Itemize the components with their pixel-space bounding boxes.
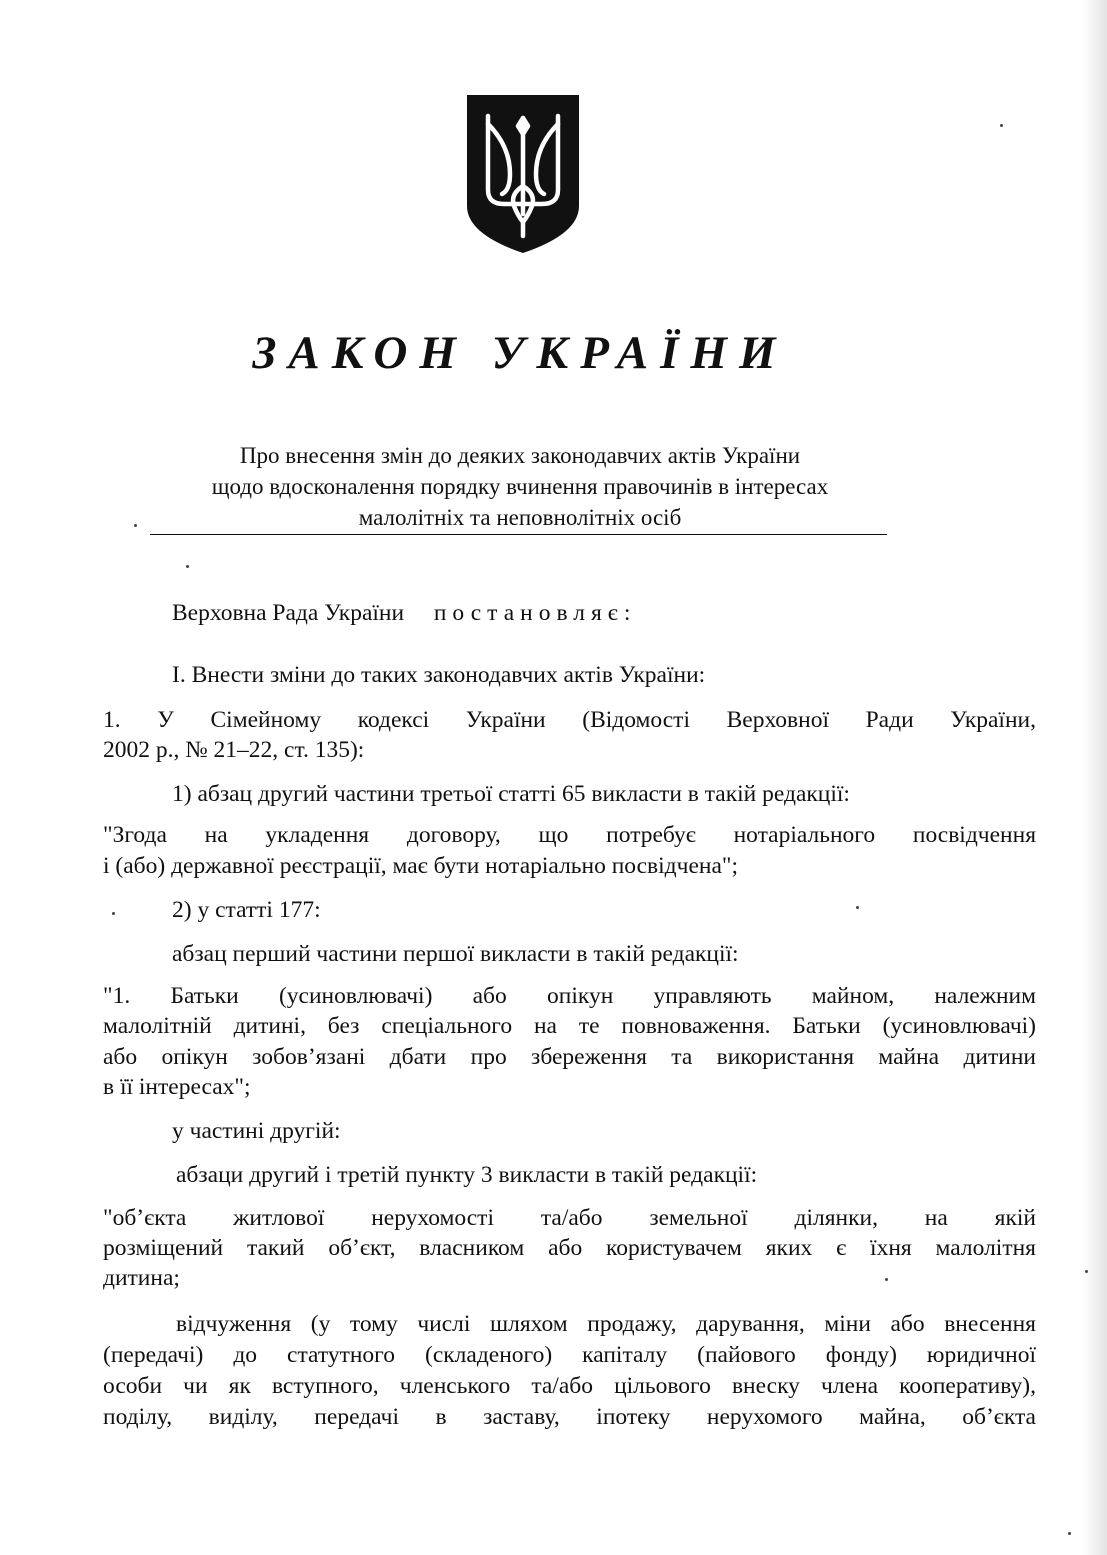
quote-2-line-2: малолітній дитині, без спеціального на те повноваження. Батьки (усиновлювачі)	[103, 1013, 1036, 1039]
decree-body: Верховна Рада України	[172, 600, 405, 626]
subitem-2: 2) у статті 177:	[172, 897, 321, 923]
scan-speck	[1000, 124, 1003, 127]
quote-2-line-3: або опікун зобов’язані дбати про збереження та використання майна дитини	[103, 1044, 1036, 1070]
paragraph-d-line-4: поділу, виділу, передачі в заставу, іпотеку нерухомого майна, об’єкта	[103, 1404, 1036, 1430]
paragraph-c: абзаци другий і третій пункту 3 викласти в такій редакції:	[176, 1162, 758, 1188]
paragraph-b: у частині другій:	[172, 1118, 341, 1144]
quote-1-line-2: і (або) державної реєстрації, має бути нотаріально посвідчена";	[103, 853, 739, 879]
quote-1-line-1: "Згода на укладення договору, що потребує нотаріального посвідчення	[103, 822, 1036, 848]
subtitle-line-3: малолітніх та неповнолітніх осіб	[358, 505, 682, 530]
paragraph-d-line-3: особи чи як вступного, членського та/або цільового внеску члена кооперативу),	[103, 1373, 1036, 1399]
paragraph-a: абзац перший частини першої викласти в такій редакції:	[172, 941, 739, 967]
scan-speck	[856, 906, 859, 909]
quote-3-line-3: дитина;	[103, 1265, 180, 1291]
scan-speck	[885, 1278, 888, 1281]
item-1-line-1: 1. У Сімейному кодексі України (Відомості Верховної Ради України,	[103, 707, 1036, 733]
paragraph-d-line-2: (передачі) до статутного (складеного) капіталу (пайового фонду) юридичної	[103, 1342, 1036, 1368]
scan-speck	[186, 565, 189, 568]
decree-line	[172, 598, 636, 628]
scan-speck	[112, 912, 115, 915]
section-1-heading: І. Внести зміни до таких законодавчих актів України:	[172, 662, 706, 688]
title-underline	[150, 534, 887, 535]
subitem-1: 1) абзац другий частини третьої статті 65 викласти в такій редакції:	[172, 781, 850, 807]
quote-2-line-4: в її інтересах";	[103, 1074, 251, 1100]
scan-speck	[1085, 1270, 1088, 1273]
item-1-line-2: 2002 р., № 21–22, ст. 135):	[103, 737, 365, 763]
trident-coat-of-arms-icon	[466, 94, 580, 254]
paragraph-d-line-1: відчуження (у тому числі шляхом продажу, дарування, міни або внесення	[176, 1311, 1036, 1337]
quote-3-line-2: розміщений такий об’єкт, власником або користувачем яких є їхня малолітня	[103, 1235, 1036, 1261]
quote-3-line-1: "об’єкта житлової нерухомості та/або земельної ділянки, на якій	[103, 1205, 1036, 1231]
subtitle-line-2: щодо вдосконалення порядку вчинення правочинів в інтересах	[211, 474, 829, 499]
quote-2-line-1: "1. Батьки (усиновлювачі) або опікун управляють майном, належним	[103, 983, 1036, 1009]
scan-speck	[134, 524, 137, 527]
page-edge-shadow	[1081, 0, 1107, 1555]
decree-verb: постановляє:	[433, 600, 637, 626]
law-title: ЗАКОН УКРАЇНИ	[252, 327, 788, 379]
scan-speck	[1068, 1532, 1071, 1535]
subtitle-line-1: Про внесення змін до деяких законодавчих актів України	[239, 443, 801, 468]
